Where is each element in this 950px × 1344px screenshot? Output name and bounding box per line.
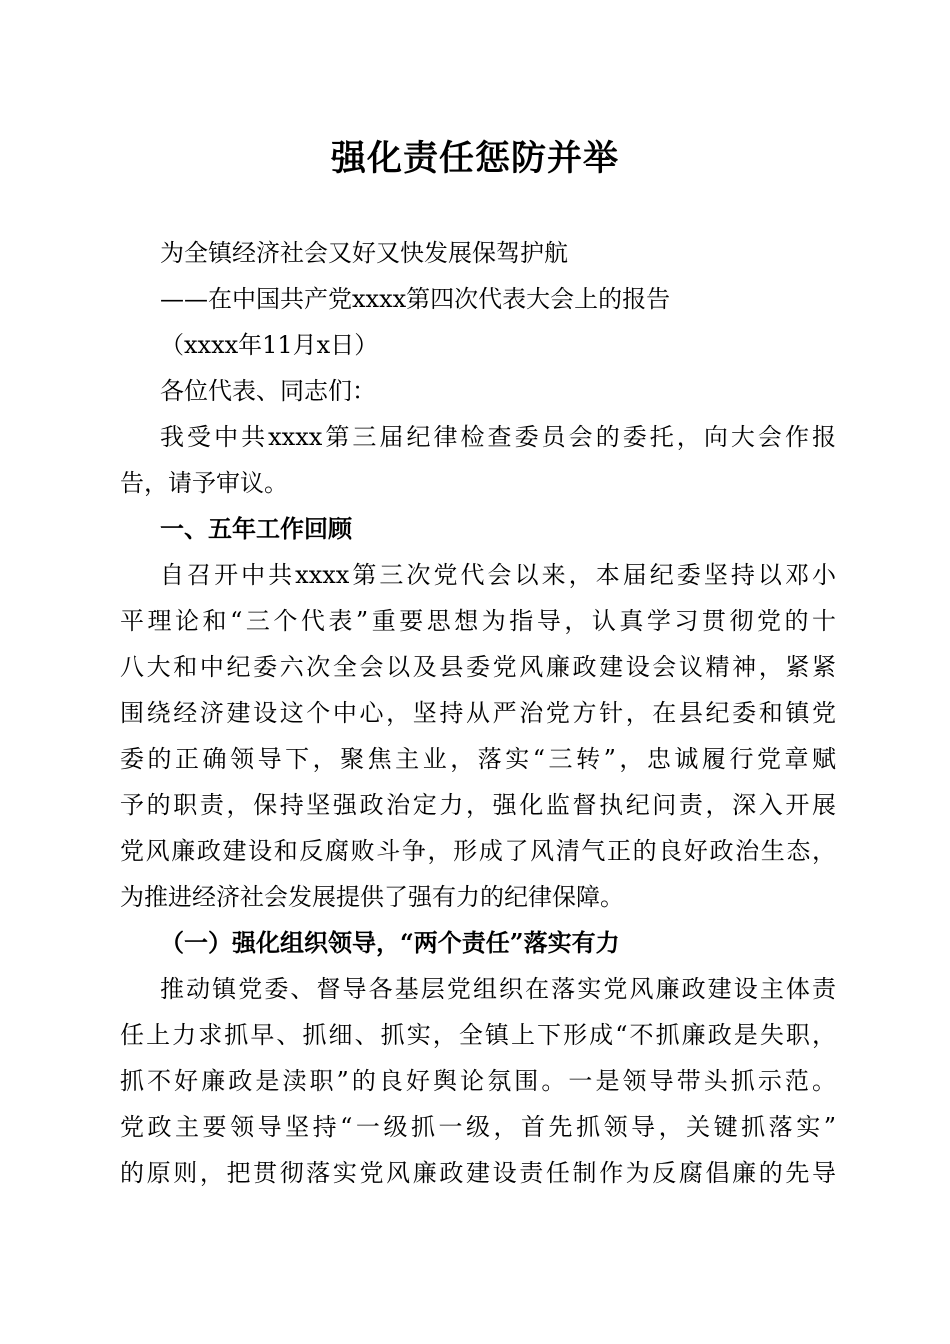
- paragraph-line: 为推进经济社会发展提供了强有力的纪律保障。: [120, 883, 624, 911]
- paragraph-line: 委的正确领导下，聚焦主业，落实“三转”，忠诚履行党章赋: [120, 745, 836, 773]
- section-heading: 一、五年工作回顾: [160, 515, 352, 543]
- report-date: （xxxx年11月x日）: [160, 331, 379, 359]
- document-body: [120, 230, 836, 1196]
- paragraph-line: 推动镇党委、督导各基层党组织在落实党风廉政建设主体责: [160, 975, 836, 1003]
- paragraph-line: 自召开中共xxxx第三次党代会以来，本届纪委坚持以邓小: [160, 561, 836, 589]
- intro-line: 告，请予审议。: [120, 469, 288, 497]
- salutation: 各位代表、同志们：: [160, 377, 376, 405]
- paragraph-line: 予的职责，保持坚强政治定力，强化监督执纪问责，深入开展: [120, 791, 836, 819]
- paragraph-line: 八大和中纪委六次全会以及县委党风廉政建设会议精神，紧紧: [120, 653, 836, 681]
- document-title: 强化责任惩防并举: [330, 138, 619, 179]
- paragraph-line: 围绕经济建设这个中心，坚持从严治党方针，在县纪委和镇党: [120, 699, 836, 727]
- paragraph-line: 抓不好廉政是渎职”的良好舆论氛围。一是领导带头抓示范。: [120, 1067, 836, 1095]
- intro-line: 我受中共xxxx第三届纪律检查委员会的委托，向大会作报: [160, 423, 836, 451]
- paragraph-line: 的原则，把贯彻落实党风廉政建设责任制作为反腐倡廉的先导: [120, 1159, 836, 1187]
- paragraph-line: 党风廉政建设和反腐败斗争，形成了风清气正的良好政治生态，: [120, 837, 836, 865]
- paragraph-line: 党政主要领导坚持“一级抓一级，首先抓领导，关键抓落实”: [120, 1113, 836, 1141]
- paragraph-line: 平理论和“三个代表”重要思想为指导，认真学习贯彻党的十: [120, 607, 836, 635]
- subtitle: 为全镇经济社会又好又快发展保驾护航: [160, 239, 568, 267]
- paragraph-line: 任上力求抓早、抓细、抓实，全镇上下形成“不抓廉政是失职，: [120, 1021, 836, 1049]
- subsection-heading: （一）强化组织领导，“两个责任”落实有力: [160, 928, 620, 957]
- report-line: ——在中国共产党xxxx第四次代表大会上的报告: [160, 285, 671, 313]
